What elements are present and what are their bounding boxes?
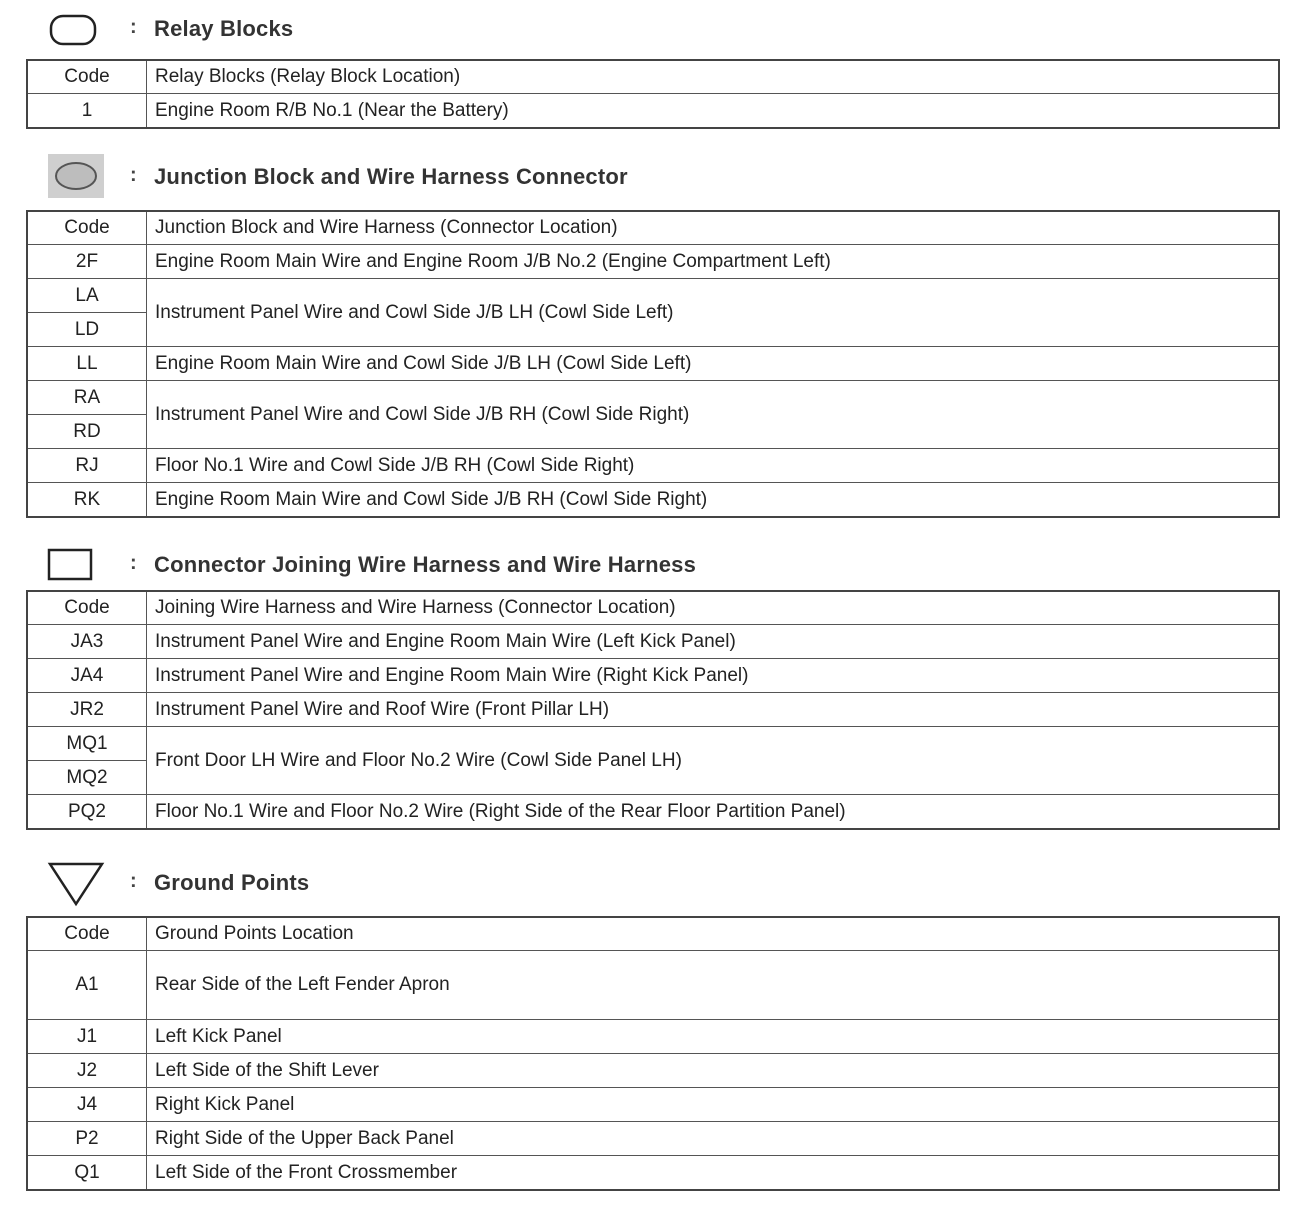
section-title: Connector Joining Wire Harness and Wire Harness	[154, 552, 697, 577]
table-row	[27, 347, 1279, 381]
code-cell: JA4	[27, 659, 147, 693]
section-ground-points-header	[0, 862, 1312, 902]
location-cell: Engine Room Main Wire and Engine Room J/B No.2 (Engine Compartment Left)	[147, 245, 1280, 279]
shaded-oval-icon	[46, 152, 106, 200]
location-cell: Right Side of the Upper Back Panel	[147, 1122, 1280, 1156]
location-cell: Instrument Panel Wire and Cowl Side J/B RH (Cowl Side Right)	[147, 381, 1280, 449]
location-cell: Front Door LH Wire and Floor No.2 Wire (Cowl Side Panel LH)	[147, 727, 1280, 795]
location-cell: Engine Room Main Wire and Cowl Side J/B LH (Cowl Side Left)	[147, 347, 1280, 381]
location-cell: Left Kick Panel	[147, 1020, 1280, 1054]
table-header-row	[27, 591, 1279, 625]
location-header: Joining Wire Harness and Wire Harness (Connector Location)	[147, 591, 1280, 625]
junction-block-table	[26, 210, 1280, 518]
code-cell: LL	[27, 347, 147, 381]
code-header: Code	[27, 211, 147, 245]
code-cell: J4	[27, 1088, 147, 1122]
code-cell: 1	[27, 94, 147, 129]
table-row	[27, 279, 1279, 313]
code-cell: LA	[27, 279, 147, 313]
table-row	[27, 245, 1279, 279]
location-cell: Engine Room Main Wire and Cowl Side J/B RH (Cowl Side Right)	[147, 483, 1280, 518]
section-connector-joining-header	[0, 544, 1312, 584]
section-title: Junction Block and Wire Harness Connector	[154, 164, 628, 189]
location-cell: Rear Side of the Left Fender Apron	[147, 951, 1280, 1020]
table-row	[27, 1088, 1279, 1122]
location-header: Junction Block and Wire Harness (Connector Location)	[147, 211, 1280, 245]
table-row	[27, 951, 1279, 1020]
location-cell: Instrument Panel Wire and Engine Room Main Wire (Right Kick Panel)	[147, 659, 1280, 693]
table-header-row	[27, 60, 1279, 94]
code-header: Code	[27, 60, 147, 94]
section-colon: :	[130, 552, 137, 574]
table-row	[27, 483, 1279, 518]
location-cell: Left Side of the Front Crossmember	[147, 1156, 1280, 1191]
table-row	[27, 381, 1279, 415]
table-row	[27, 659, 1279, 693]
location-cell: Left Side of the Shift Lever	[147, 1054, 1280, 1088]
table-row	[27, 727, 1279, 761]
table-row	[27, 1156, 1279, 1191]
section-colon: :	[130, 16, 137, 38]
table-row	[27, 94, 1279, 129]
ground-points-table	[26, 916, 1280, 1191]
code-cell: RK	[27, 483, 147, 518]
rounded-rectangle-icon	[48, 12, 98, 48]
section-relay-blocks-header	[0, 8, 1312, 48]
code-cell: RA	[27, 381, 147, 415]
section-title: Ground Points	[154, 870, 310, 895]
rectangle-icon	[46, 546, 96, 584]
code-header: Code	[27, 591, 147, 625]
table-header-row	[27, 917, 1279, 951]
triangle-down-icon	[46, 860, 106, 908]
code-cell: MQ1	[27, 727, 147, 761]
location-cell: Floor No.1 Wire and Floor No.2 Wire (Right Side of the Rear Floor Partition Panel)	[147, 795, 1280, 830]
section-colon: :	[130, 870, 137, 892]
location-header: Relay Blocks (Relay Block Location)	[147, 60, 1280, 94]
connector-joining-table	[26, 590, 1280, 830]
table-row	[27, 795, 1279, 830]
location-cell: Engine Room R/B No.1 (Near the Battery)	[147, 94, 1280, 129]
code-cell: 2F	[27, 245, 147, 279]
code-cell: J1	[27, 1020, 147, 1054]
code-cell: J2	[27, 1054, 147, 1088]
code-cell: PQ2	[27, 795, 147, 830]
location-cell: Right Kick Panel	[147, 1088, 1280, 1122]
table-header-row	[27, 211, 1279, 245]
code-cell: RJ	[27, 449, 147, 483]
location-cell: Floor No.1 Wire and Cowl Side J/B RH (Cowl Side Right)	[147, 449, 1280, 483]
table-row	[27, 693, 1279, 727]
location-cell: Instrument Panel Wire and Cowl Side J/B LH (Cowl Side Left)	[147, 279, 1280, 347]
code-header: Code	[27, 917, 147, 951]
code-cell: JR2	[27, 693, 147, 727]
location-cell: Instrument Panel Wire and Engine Room Main Wire (Left Kick Panel)	[147, 625, 1280, 659]
code-cell: A1	[27, 951, 147, 1020]
location-header: Ground Points Location	[147, 917, 1280, 951]
table-row	[27, 1054, 1279, 1088]
code-cell: MQ2	[27, 761, 147, 795]
section-colon: :	[130, 164, 137, 186]
code-cell: P2	[27, 1122, 147, 1156]
code-cell: LD	[27, 313, 147, 347]
table-row	[27, 449, 1279, 483]
section-title: Relay Blocks	[154, 16, 294, 41]
code-cell: JA3	[27, 625, 147, 659]
code-cell: RD	[27, 415, 147, 449]
relay-blocks-table	[26, 59, 1280, 129]
code-cell: Q1	[27, 1156, 147, 1191]
table-row	[27, 625, 1279, 659]
table-row	[27, 1122, 1279, 1156]
section-junction-block-header	[0, 156, 1312, 196]
location-cell: Instrument Panel Wire and Roof Wire (Front Pillar LH)	[147, 693, 1280, 727]
table-row	[27, 1020, 1279, 1054]
